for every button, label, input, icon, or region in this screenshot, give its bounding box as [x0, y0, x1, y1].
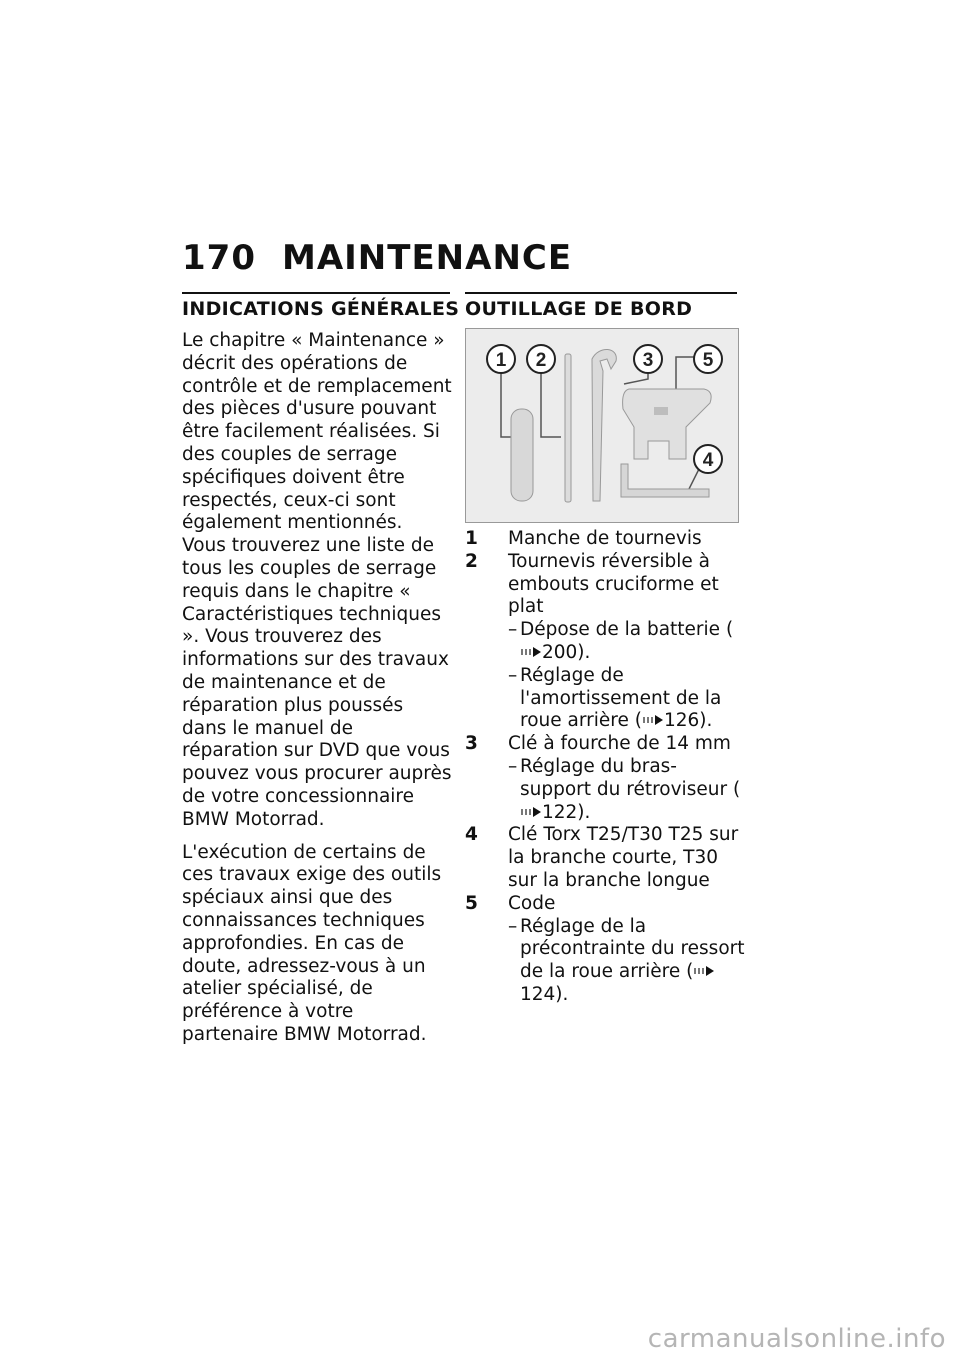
- item-number: 3: [465, 733, 478, 755]
- list-item: [465, 733, 745, 756]
- page-header: [182, 238, 572, 278]
- left-column-text: [182, 330, 452, 1047]
- callout-5: [694, 345, 722, 373]
- page-ref[interactable]: 124).: [520, 983, 569, 1005]
- item-number: 4: [465, 824, 478, 846]
- sub-item-text: Réglage de la précontrainte du ressort de la roue arrière: [520, 915, 745, 983]
- item-label: Clé Torx T25/T30 T25 sur la branche courte, T30 sur la branche longue: [508, 824, 739, 891]
- toolkit-illustration: [465, 328, 739, 523]
- item-number: 1: [465, 528, 478, 549]
- page-reference-arrow-icon: [693, 964, 715, 978]
- page-reference-arrow-icon: [520, 805, 542, 819]
- callout-1: [487, 345, 515, 373]
- sub-item: – Réglage de la précontrainte du ressort de la roue arrière (124).: [508, 915, 745, 1005]
- svg-text:4: 4: [702, 450, 714, 471]
- callout-3: [634, 345, 662, 373]
- callout-2: [527, 345, 555, 373]
- page-ref[interactable]: 200).: [542, 641, 591, 663]
- item-label: Manche de tournevis: [508, 528, 702, 549]
- toolkit-drawing: [466, 329, 738, 522]
- sub-item-text: Réglage de l'amortissement de la roue arrière: [520, 664, 722, 732]
- item-number: 5: [465, 892, 478, 914]
- watermark: carmanualsonline.info: [647, 1324, 946, 1354]
- list-item: [465, 824, 745, 892]
- list-item: [465, 528, 745, 551]
- list-item: [465, 893, 745, 916]
- sub-item-text: Réglage du bras-support du rétroviseur: [520, 755, 728, 800]
- right-heading-rule: [465, 292, 737, 294]
- callout-4: [694, 445, 722, 473]
- item-label: Code: [508, 892, 556, 914]
- sub-item: – Dépose de la batterie (200).: [508, 619, 734, 663]
- page-number: 170: [182, 238, 256, 278]
- item-number: 2: [465, 550, 478, 572]
- item-label: Tournevis réversible à embouts cruciforme et plat: [508, 550, 719, 618]
- tool-legend: [465, 528, 745, 1007]
- paragraph: L'exécution de certains de ces travaux exige des outils spéciaux ainsi que des connaissances techniques approfondies. En cas de doute, adressez-vous à un atelier spécialisé, de préférence à votre partenaire BMW Motorrad.: [182, 841, 442, 1045]
- chapter-title: MAINTENANCE: [282, 238, 573, 278]
- paragraph: Le chapitre « Maintenance » décrit des opérations de contrôle et de remplacement des pièces d'usure pouvant être facilement réalisées. Si des couples de serrage spécifiques doivent être respectés, ceux-ci sont également mentionnés. Vous trouverez une liste de tous les couples de serrage requis dans le chapitre « Caractéristiques techniques ». Vous trouverez des informations sur des travaux de maintenance et de réparation plus poussés dans le manuel de réparation sur DVD que vous pouvez vous procurer auprès de votre concessionnaire BMW Motorrad.: [182, 330, 452, 830]
- svg-text:3: 3: [642, 350, 654, 371]
- sub-item-text: Dépose de la batterie: [520, 619, 721, 641]
- page-reference-arrow-icon: [642, 713, 664, 727]
- right-section-heading: OUTILLAGE DE BORD: [465, 298, 693, 320]
- page-reference-arrow-icon: [520, 645, 542, 659]
- svg-text:1: 1: [495, 350, 507, 371]
- svg-text:5: 5: [702, 350, 714, 371]
- page-ref[interactable]: 122).: [542, 801, 591, 823]
- left-section-heading: INDICATIONS GÉNÉRALES: [182, 298, 460, 320]
- left-heading-rule: [182, 292, 450, 294]
- item-label: Clé à fourche de 14 mm: [508, 733, 731, 755]
- sub-item: – Réglage du bras-support du rétroviseur (122).: [508, 755, 741, 823]
- list-item: [465, 551, 745, 619]
- sub-item: – Réglage de l'amortissement de la roue arrière ( 126).: [508, 664, 722, 732]
- page-ref[interactable]: 126).: [663, 710, 713, 732]
- svg-text:2: 2: [535, 350, 547, 371]
